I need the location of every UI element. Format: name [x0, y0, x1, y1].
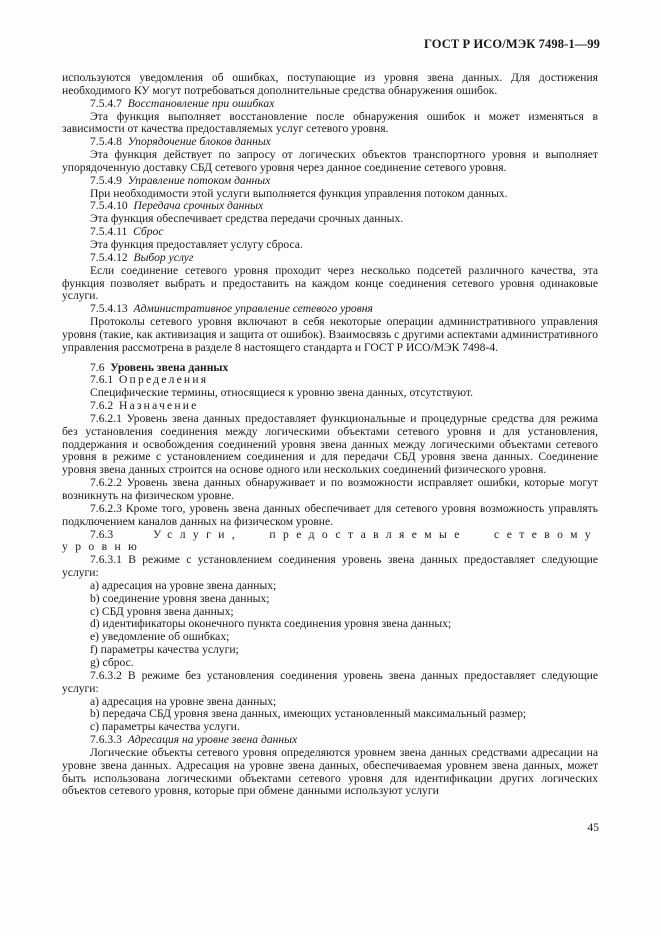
section-heading: 7.5.4.13 Административное управление сетевого уровня [90, 302, 373, 316]
list-item: d) идентификаторы оконечного пункта соединения уровня звена данных; [90, 617, 452, 631]
paragraph: 7.6.2.2 Уровень звена данных обнаруживает и по возможности исправляет ошибки, которые могут возникнуть на физическом уровне. [62, 476, 598, 502]
paragraph: 7.6.3.1 В режиме с установлением соединения уровень звена данных предоставляет следующие услуги: [62, 553, 598, 580]
paragraph: 7.6.3.2 В режиме без установления соединения уровень звена данных предоставляет следующие услуги: [62, 668, 598, 695]
paragraph: Эта функция действует по запросу от логических объектов транспортного уровня и выполняет упорядоченную доставку СБД сетевого уровня через данное соединение сетевого уровня. [62, 148, 598, 174]
paragraph: Эта функция выполняет восстановление после обнаружения ошибок и может изменяться в зависимости от качества предоставляемых услуг сетевого уровня. [62, 109, 598, 136]
paragraph: 7.6.2.1 Уровень звена данных предоставляет функциональные и процедурные средства для режима без установления соединения между логическими объектами сетевого уровня и для установления, поддержания и освобождения соединений уровня звена данных между логическими объектами сетевого уровня в режиме с установлением соединения и для передачи СБД уровня звена данных. Соединение уровня звена данных строится на основе одного или нескольких соединений физического уровня. [62, 411, 598, 477]
list-item: f) параметры качества услуги; [90, 643, 239, 657]
paragraph: Эта функция предоставляет услугу сброса. [90, 237, 303, 251]
page-number: 45 [587, 821, 599, 834]
list-item: e) уведомление об ошибках; [90, 630, 230, 644]
list-item: c) СБД уровня звена данных; [90, 604, 234, 618]
section-heading: 7.6.2 Назначение [90, 399, 199, 413]
document-body [62, 72, 598, 798]
paragraph: Если соединение сетевого уровня проходит через несколько подсетей различного качества, эта функция позволяет выбрать и предоставить на каждом конце соединения сетевого уровня одинаковые услуги. [62, 263, 598, 303]
section-heading: 7.5.4.7 Восстановление при ошибках [90, 96, 275, 110]
list-item: a) адресация на уровне звена данных; [90, 578, 277, 592]
section-heading: 7.5.4.10 Передача срочных данных [90, 199, 264, 213]
list-item: b) передача СБД уровня звена данных, имеющих установленный максимальный размер; [90, 707, 527, 721]
paragraph: Специфические термины, относящиеся к уровню звена данных, отсутствуют. [90, 386, 474, 400]
list-item: g) сброс. [90, 655, 134, 669]
list-item: c) параметры качества услуги. [90, 720, 240, 734]
paragraph: Логические объекты сетевого уровня определяются уровнем звена данных средствами адресации на уровне звена данных. Адресация на уровне звена данных, обеспечиваемая уровнем звена данных, может быть использована логическими объектами сетевого уровня для идентификации других логических объектов сетевого уровня, которые при обмене данными используют услуги [62, 745, 598, 798]
section-heading: 7.6.3.3 Адресация на уровне звена данных [90, 733, 298, 747]
section-heading: 7.6.3 Услуги, предоставляемые сетевому уровню [62, 527, 598, 554]
paragraph: Эта функция обеспечивает средства передачи срочных данных. [90, 212, 404, 226]
section-heading: 7.6 Уровень звена данных [90, 360, 229, 374]
paragraph: 7.6.2.3 Кроме того, уровень звена данных обеспечивает для сетевого уровня возможность управлять подключением каналов данных на физическом уровне. [62, 501, 598, 528]
document-header: ГОСТ Р ИСО/МЭК 7498-1—99 [424, 37, 600, 51]
list-item: b) соединение уровня звена данных; [90, 591, 270, 605]
section-heading: 7.5.4.12 Выбор услуг [90, 250, 194, 264]
section-heading: 7.5.4.9 Управление потоком данных [90, 173, 271, 187]
paragraph: При необходимости этой услуги выполняется функция управления потоком данных. [90, 186, 508, 200]
list-item: a) адресация на уровне звена данных; [90, 694, 277, 708]
paragraph: используются уведомления об ошибках, поступающие из уровня звена данных. Для достижения необходимого КУ могут потребоваться дополнительные средства обнаружения ошибок. [62, 71, 598, 97]
section-heading: 7.6.1 Определения [90, 373, 209, 387]
paragraph: Протоколы сетевого уровня включают в себя некоторые операции административного управления уровня (такие, как активизация и защита от ошибок). Взаимосвязь с другими аспектами административного управления рассмотрена в разделе 8 настоящего стандарта и ГОСТ Р ИСО/МЭК 7498-4. [62, 315, 598, 354]
section-heading: 7.5.4.11 Сброс [90, 225, 164, 239]
section-heading: 7.5.4.8 Упорядочение блоков данных [90, 135, 271, 149]
